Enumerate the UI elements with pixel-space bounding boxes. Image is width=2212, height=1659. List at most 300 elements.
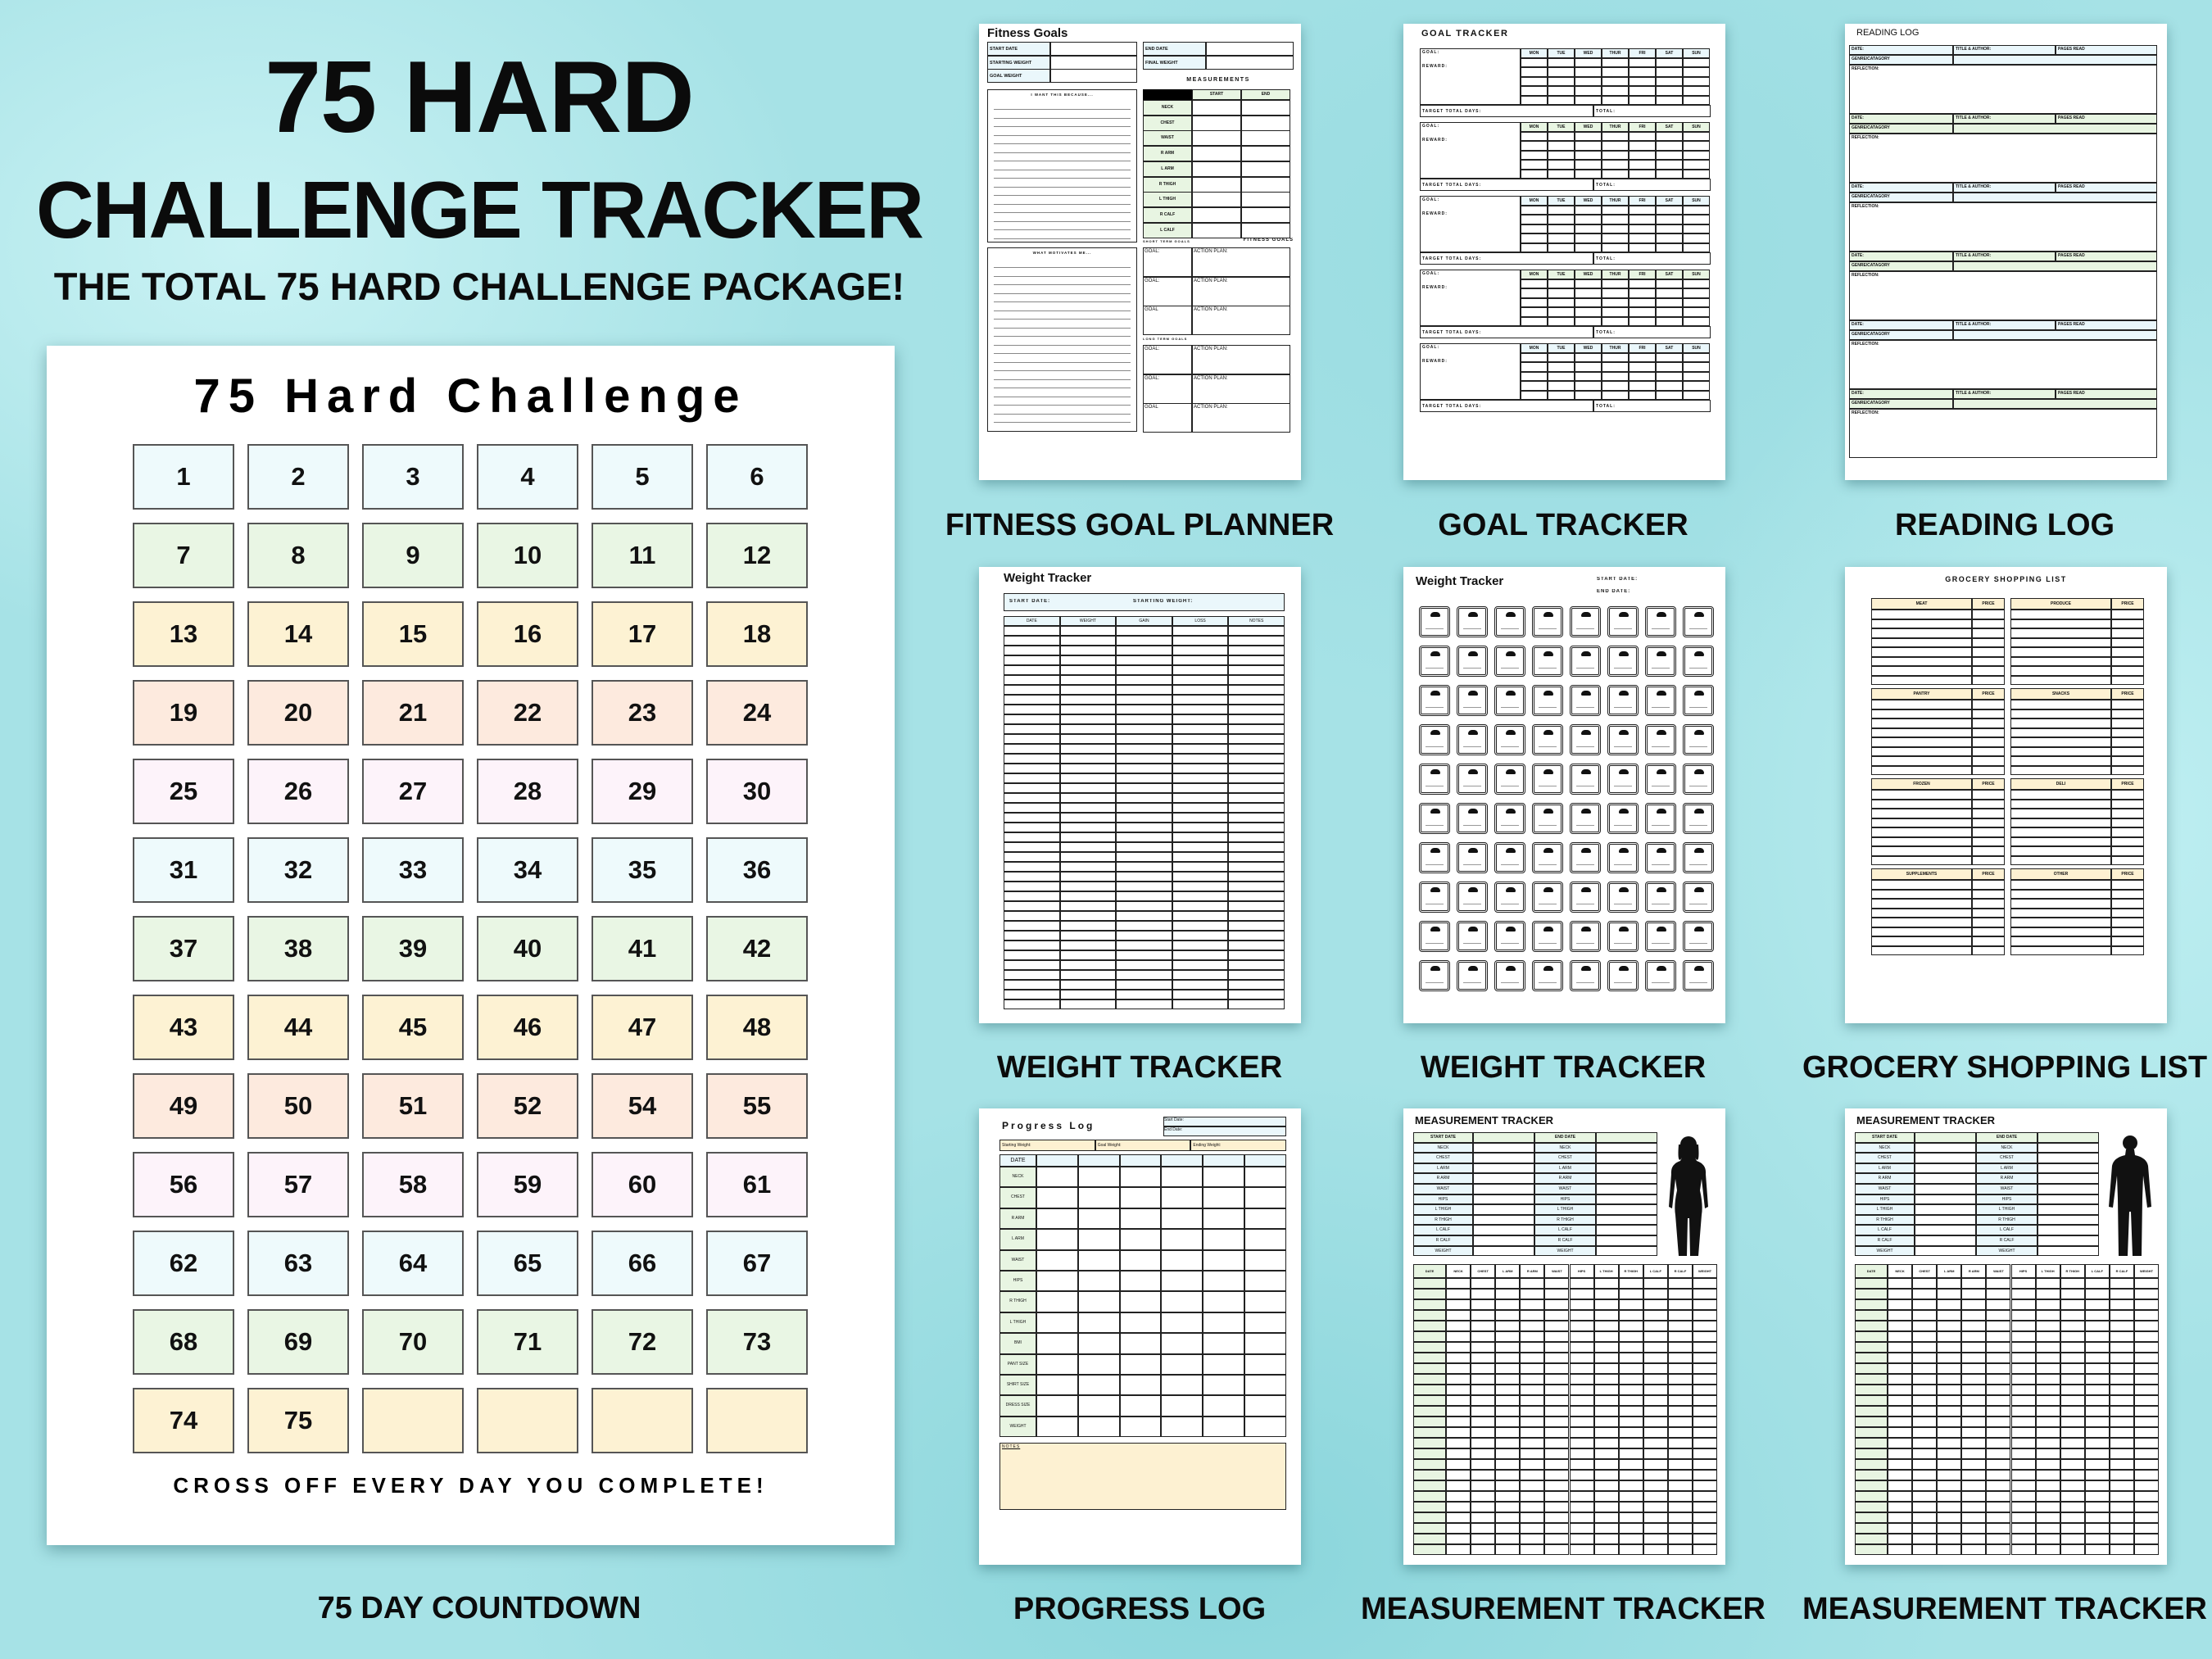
log-cell xyxy=(2134,1395,2159,1406)
check-cell xyxy=(1629,317,1656,326)
day-cell[interactable]: 62 xyxy=(133,1231,234,1296)
check-cell xyxy=(1683,362,1710,371)
day-cell[interactable]: 50 xyxy=(247,1073,349,1139)
day-cell[interactable] xyxy=(706,1388,808,1453)
day-cell[interactable]: 25 xyxy=(133,759,234,824)
column-header: R ARM xyxy=(1520,1264,1544,1278)
check-cell xyxy=(1629,243,1656,252)
log-cell xyxy=(1937,1289,1961,1299)
day-cell[interactable]: 11 xyxy=(592,523,693,588)
item-cell xyxy=(2010,709,2111,719)
day-cell[interactable]: 13 xyxy=(133,601,234,667)
end-row-label: R THIGH xyxy=(1534,1215,1596,1226)
log-cell xyxy=(2011,1480,2036,1491)
log-cell xyxy=(1172,882,1229,891)
log-cell xyxy=(1172,950,1229,960)
day-cell[interactable]: 57 xyxy=(247,1152,349,1217)
start-row-label: L ARM xyxy=(1413,1163,1473,1174)
day-header: TUE xyxy=(1548,196,1575,206)
price-cell xyxy=(1972,856,2005,866)
date-cell: DATE: xyxy=(1849,183,1953,193)
log-cell xyxy=(1060,744,1117,754)
check-cell xyxy=(1629,141,1656,150)
log-cell xyxy=(1004,793,1060,803)
log-cell xyxy=(1520,1289,1544,1299)
day-cell[interactable]: 10 xyxy=(477,523,578,588)
day-cell[interactable]: 69 xyxy=(247,1309,349,1375)
day-cell[interactable]: 65 xyxy=(477,1231,578,1296)
log-cell xyxy=(2085,1406,2110,1416)
log-cell xyxy=(1693,1363,1717,1374)
start-row-label: L THIGH xyxy=(1855,1204,1915,1215)
label-weight-tracker-scales: WEIGHT TRACKER xyxy=(1420,1050,1707,1085)
log-cell xyxy=(1961,1459,1986,1470)
scale-icon xyxy=(1645,803,1676,834)
check-cell xyxy=(1602,362,1629,371)
day-cell[interactable]: 35 xyxy=(592,837,693,903)
log-cell xyxy=(1161,1354,1203,1375)
log-cell xyxy=(2011,1406,2036,1416)
end-row-label: WAIST xyxy=(1976,1184,2037,1194)
log-cell xyxy=(1172,999,1229,1009)
end-value xyxy=(1596,1225,1657,1235)
day-cell[interactable] xyxy=(592,1388,693,1453)
column-header: GAIN xyxy=(1116,616,1172,626)
day-cell[interactable]: 23 xyxy=(592,680,693,746)
day-cell[interactable]: 17 xyxy=(592,601,693,667)
log-cell xyxy=(1693,1512,1717,1523)
log-cell xyxy=(1228,764,1285,773)
log-cell xyxy=(1643,1299,1668,1310)
check-cell xyxy=(1575,206,1602,215)
log-cell xyxy=(1446,1544,1471,1555)
row-label: HIPS xyxy=(999,1271,1036,1291)
check-cell xyxy=(1656,279,1683,288)
log-cell xyxy=(2011,1278,2036,1289)
check-cell xyxy=(1548,279,1575,288)
day-cell[interactable]: 70 xyxy=(362,1309,464,1375)
log-cell xyxy=(1413,1363,1446,1374)
log-cell xyxy=(2110,1512,2134,1523)
log-cell xyxy=(1161,1416,1203,1437)
scale-icon xyxy=(1683,724,1714,755)
day-cell[interactable]: 31 xyxy=(133,837,234,903)
price-cell xyxy=(2111,899,2144,909)
check-cell xyxy=(1548,233,1575,243)
end-date: End Date: xyxy=(1163,1126,1286,1136)
day-cell[interactable]: 58 xyxy=(362,1152,464,1217)
day-cell[interactable]: 6 xyxy=(706,444,808,510)
log-cell xyxy=(1004,921,1060,931)
day-cell[interactable]: 24 xyxy=(706,680,808,746)
log-cell xyxy=(1228,813,1285,823)
goal-label: GOAL: xyxy=(1422,50,1440,55)
day-cell[interactable]: 41 xyxy=(592,916,693,981)
day-cell[interactable]: 60 xyxy=(592,1152,693,1217)
log-cell xyxy=(1471,1491,1495,1502)
log-cell xyxy=(1570,1427,1594,1438)
log-cell xyxy=(1643,1512,1668,1523)
log-cell xyxy=(2011,1342,2036,1353)
day-cell[interactable]: 15 xyxy=(362,601,464,667)
log-cell xyxy=(2110,1502,2134,1512)
day-cell[interactable]: 21 xyxy=(362,680,464,746)
log-cell xyxy=(1078,1312,1120,1333)
day-cell[interactable]: 9 xyxy=(362,523,464,588)
log-cell xyxy=(1116,950,1172,960)
log-cell xyxy=(1413,1534,1446,1544)
log-cell xyxy=(1986,1353,2010,1363)
goal-cell: GOAL xyxy=(1143,403,1192,433)
column-header: L THIGH xyxy=(2036,1264,2060,1278)
check-cell xyxy=(1629,353,1656,362)
row-label: L THIGH xyxy=(999,1312,1036,1333)
end-value xyxy=(2037,1204,2099,1215)
day-cell[interactable]: 28 xyxy=(477,759,578,824)
log-cell xyxy=(1244,1208,1286,1229)
log-cell xyxy=(1413,1406,1446,1416)
log-cell xyxy=(2085,1491,2110,1502)
day-cell[interactable]: 68 xyxy=(133,1309,234,1375)
log-cell xyxy=(1937,1448,1961,1459)
check-cell xyxy=(1575,362,1602,371)
price-cell xyxy=(1972,818,2005,828)
item-cell xyxy=(1871,628,1972,638)
day-cell[interactable]: 27 xyxy=(362,759,464,824)
log-cell xyxy=(1961,1470,1986,1480)
item-cell xyxy=(2010,700,2111,709)
item-cell xyxy=(1871,890,1972,900)
log-cell xyxy=(1004,823,1060,832)
log-cell xyxy=(1495,1438,1520,1448)
check-cell xyxy=(1602,170,1629,179)
item-cell xyxy=(2010,747,2111,757)
scale-icon xyxy=(1457,842,1488,873)
target-days: TARGET TOTAL DAYS: xyxy=(1420,105,1593,117)
date-cell: DATE: xyxy=(1849,45,1953,55)
scale-icon xyxy=(1570,646,1601,677)
page-title: READING LOG xyxy=(1856,28,1920,38)
log-cell xyxy=(1446,1427,1471,1438)
scale-icon xyxy=(1570,921,1601,952)
item-cell xyxy=(1871,846,1972,856)
log-cell xyxy=(1544,1459,1569,1470)
log-cell xyxy=(2011,1470,2036,1480)
day-cell[interactable] xyxy=(477,1388,578,1453)
day-cell[interactable]: 34 xyxy=(477,837,578,903)
day-cell[interactable]: 3 xyxy=(362,444,464,510)
log-cell xyxy=(1570,1321,1594,1331)
start-value xyxy=(1915,1194,1976,1205)
day-cell[interactable]: 2 xyxy=(247,444,349,510)
pages-read-cell: PAGES READ xyxy=(2056,320,2157,330)
log-cell xyxy=(1078,1395,1120,1416)
item-cell xyxy=(1871,747,1972,757)
log-cell xyxy=(1228,793,1285,803)
price-cell xyxy=(1972,756,2005,766)
day-cell[interactable]: 5 xyxy=(592,444,693,510)
log-cell xyxy=(1855,1385,1888,1395)
day-cell[interactable]: 38 xyxy=(247,916,349,981)
log-cell xyxy=(1161,1395,1203,1416)
start-date-value xyxy=(1473,1132,1534,1143)
day-cell[interactable]: 56 xyxy=(133,1152,234,1217)
log-cell xyxy=(2085,1544,2110,1555)
log-cell xyxy=(1912,1438,1937,1448)
log-cell xyxy=(1172,783,1229,793)
end-value xyxy=(1596,1246,1657,1257)
field-label: START DATE xyxy=(987,42,1050,56)
meas-row-label: L THIGH xyxy=(1143,192,1192,207)
log-cell xyxy=(1912,1395,1937,1406)
log-cell xyxy=(1937,1278,1961,1289)
day-cell[interactable]: 43 xyxy=(133,995,234,1060)
log-cell xyxy=(1471,1310,1495,1321)
log-cell xyxy=(1161,1333,1203,1353)
price-cell xyxy=(1972,647,2005,657)
day-cell[interactable]: 40 xyxy=(477,916,578,981)
scale-icon xyxy=(1419,803,1450,834)
day-cell[interactable]: 32 xyxy=(247,837,349,903)
day-cell[interactable]: 47 xyxy=(592,995,693,1060)
check-cell xyxy=(1602,279,1629,288)
day-cell[interactable]: 20 xyxy=(247,680,349,746)
day-cell[interactable]: 54 xyxy=(592,1073,693,1139)
log-cell xyxy=(1004,901,1060,911)
meas-row-label: R CALF xyxy=(1143,207,1192,223)
day-cell[interactable]: 67 xyxy=(706,1231,808,1296)
log-cell xyxy=(1413,1299,1446,1310)
log-cell xyxy=(1855,1416,1888,1427)
day-cell[interactable]: 36 xyxy=(706,837,808,903)
day-cell[interactable]: 73 xyxy=(706,1309,808,1375)
day-cell[interactable]: 74 xyxy=(133,1388,234,1453)
day-cell[interactable]: 4 xyxy=(477,444,578,510)
day-cell[interactable]: 75 xyxy=(247,1388,349,1453)
item-cell xyxy=(2010,856,2111,866)
day-cell[interactable]: 48 xyxy=(706,995,808,1060)
day-cell[interactable]: 52 xyxy=(477,1073,578,1139)
day-cell[interactable]: 71 xyxy=(477,1309,578,1375)
log-cell xyxy=(2110,1491,2134,1502)
log-cell xyxy=(1004,636,1060,646)
check-cell xyxy=(1521,362,1548,371)
end-row-label: L ARM xyxy=(1976,1163,2037,1174)
log-cell xyxy=(1203,1250,1244,1271)
log-cell xyxy=(1619,1438,1643,1448)
day-cell[interactable]: 49 xyxy=(133,1073,234,1139)
start-date-label: START DATE: xyxy=(1597,577,1639,582)
reflection-box: REFLECTION: xyxy=(1849,340,2157,389)
check-cell xyxy=(1602,132,1629,141)
log-cell xyxy=(1446,1395,1471,1406)
writing-line xyxy=(994,379,1131,380)
price-cell xyxy=(2111,700,2144,709)
log-cell xyxy=(1961,1480,1986,1491)
check-cell xyxy=(1656,224,1683,233)
start-row-label: R ARM xyxy=(1413,1173,1473,1184)
log-cell xyxy=(1495,1321,1520,1331)
log-cell xyxy=(1961,1289,1986,1299)
day-cell[interactable]: 22 xyxy=(477,680,578,746)
day-cell[interactable]: 19 xyxy=(133,680,234,746)
scale-icon xyxy=(1532,724,1563,755)
scale-icon xyxy=(1419,882,1450,913)
check-cell xyxy=(1575,86,1602,95)
log-cell xyxy=(1004,705,1060,714)
log-cell xyxy=(1520,1534,1544,1544)
check-cell xyxy=(1521,288,1548,297)
day-cell[interactable]: 7 xyxy=(133,523,234,588)
main-title: 75 HARD xyxy=(265,41,694,154)
scale-icon xyxy=(1457,724,1488,755)
title-author-cell: TITLE & AUTHOR: xyxy=(1953,252,2056,261)
item-cell xyxy=(2010,909,2111,918)
log-cell xyxy=(1172,842,1229,852)
log-cell xyxy=(1668,1502,1693,1512)
day-cell[interactable]: 30 xyxy=(706,759,808,824)
day-cell[interactable]: 66 xyxy=(592,1231,693,1296)
check-cell xyxy=(1575,170,1602,179)
price-cell xyxy=(2111,856,2144,866)
log-cell xyxy=(1004,941,1060,950)
log-cell xyxy=(1413,1385,1446,1395)
check-cell xyxy=(1683,206,1710,215)
log-cell xyxy=(1888,1448,1912,1459)
day-cell[interactable]: 33 xyxy=(362,837,464,903)
check-cell xyxy=(1656,362,1683,371)
column-header: L CALF xyxy=(2085,1264,2110,1278)
day-cell[interactable]: 63 xyxy=(247,1231,349,1296)
day-cell[interactable]: 29 xyxy=(592,759,693,824)
item-cell xyxy=(2010,946,2111,956)
day-cell[interactable]: 59 xyxy=(477,1152,578,1217)
day-cell[interactable]: 14 xyxy=(247,601,349,667)
log-cell xyxy=(1643,1363,1668,1374)
item-cell xyxy=(2010,936,2111,946)
log-cell xyxy=(2036,1544,2060,1555)
log-cell xyxy=(2110,1385,2134,1395)
check-cell xyxy=(1683,307,1710,316)
day-cell[interactable] xyxy=(362,1388,464,1453)
log-cell xyxy=(1520,1353,1544,1363)
day-cell[interactable]: 26 xyxy=(247,759,349,824)
log-cell xyxy=(1036,1354,1078,1375)
price-cell xyxy=(2111,827,2144,837)
start-value xyxy=(1473,1173,1534,1184)
column-header: WEIGHT xyxy=(1693,1264,1717,1278)
log-cell xyxy=(1594,1310,1619,1321)
price-header: PRICE xyxy=(1972,868,2005,880)
start-value xyxy=(1473,1143,1534,1154)
log-cell xyxy=(2060,1289,2085,1299)
price-cell xyxy=(1972,918,2005,927)
log-cell xyxy=(2060,1480,2085,1491)
log-cell xyxy=(2134,1374,2159,1385)
log-cell xyxy=(1668,1299,1693,1310)
log-cell xyxy=(1544,1427,1569,1438)
log-cell xyxy=(2036,1331,2060,1342)
day-cell[interactable]: 61 xyxy=(706,1152,808,1217)
day-cell[interactable]: 16 xyxy=(477,601,578,667)
day-cell[interactable]: 51 xyxy=(362,1073,464,1139)
item-cell xyxy=(1871,709,1972,719)
goal-box xyxy=(1420,48,1521,105)
day-cell[interactable]: 1 xyxy=(133,444,234,510)
check-cell xyxy=(1521,151,1548,160)
day-cell[interactable]: 18 xyxy=(706,601,808,667)
log-cell xyxy=(1078,1375,1120,1395)
row-label: PANT SIZE xyxy=(999,1354,1036,1375)
end-row-label: R THIGH xyxy=(1976,1215,2037,1226)
log-cell xyxy=(1495,1331,1520,1342)
log-cell xyxy=(1855,1374,1888,1385)
item-cell xyxy=(1871,809,1972,818)
price-cell xyxy=(1972,666,2005,676)
price-cell xyxy=(2111,766,2144,776)
scale-icon xyxy=(1457,921,1488,952)
log-cell xyxy=(1520,1385,1544,1395)
day-cell[interactable]: 72 xyxy=(592,1309,693,1375)
log-cell xyxy=(1520,1406,1544,1416)
start-value xyxy=(1473,1163,1534,1174)
check-cell xyxy=(1602,353,1629,362)
log-cell xyxy=(1619,1363,1643,1374)
check-cell xyxy=(1629,160,1656,169)
day-cell[interactable]: 55 xyxy=(706,1073,808,1139)
log-cell xyxy=(1668,1512,1693,1523)
check-cell xyxy=(1521,170,1548,179)
log-cell xyxy=(1570,1534,1594,1544)
day-cell[interactable]: 45 xyxy=(362,995,464,1060)
day-cell[interactable]: 42 xyxy=(706,916,808,981)
reward-label: REWARD: xyxy=(1422,64,1448,69)
day-cell[interactable]: 39 xyxy=(362,916,464,981)
check-cell xyxy=(1683,132,1710,141)
log-cell xyxy=(1570,1438,1594,1448)
day-cell[interactable]: 64 xyxy=(362,1231,464,1296)
log-cell xyxy=(1668,1448,1693,1459)
start-row-label: L CALF xyxy=(1413,1225,1473,1235)
day-cell[interactable]: 8 xyxy=(247,523,349,588)
log-cell xyxy=(1986,1427,2010,1438)
day-cell[interactable]: 12 xyxy=(706,523,808,588)
day-cell[interactable]: 46 xyxy=(477,995,578,1060)
log-cell xyxy=(1668,1363,1693,1374)
log-cell xyxy=(1912,1363,1937,1374)
log-cell xyxy=(2011,1544,2036,1555)
meas-cell xyxy=(1192,192,1241,207)
check-cell xyxy=(1575,243,1602,252)
log-cell xyxy=(2110,1289,2134,1299)
log-cell xyxy=(1060,734,1117,744)
log-cell xyxy=(2060,1395,2085,1406)
writing-line xyxy=(994,109,1131,110)
meas-row-label: L ARM xyxy=(1143,161,1192,177)
start-row-label: WAIST xyxy=(1413,1184,1473,1194)
log-cell xyxy=(2110,1438,2134,1448)
main-title-line2: CHALLENGE TRACKER xyxy=(35,165,923,255)
day-cell[interactable]: 37 xyxy=(133,916,234,981)
log-cell xyxy=(2036,1523,2060,1534)
log-cell xyxy=(1668,1438,1693,1448)
log-cell xyxy=(2011,1363,2036,1374)
check-cell xyxy=(1521,317,1548,326)
log-cell xyxy=(1544,1310,1569,1321)
log-cell xyxy=(1888,1342,1912,1353)
day-cell[interactable]: 44 xyxy=(247,995,349,1060)
item-cell xyxy=(1871,657,1972,667)
